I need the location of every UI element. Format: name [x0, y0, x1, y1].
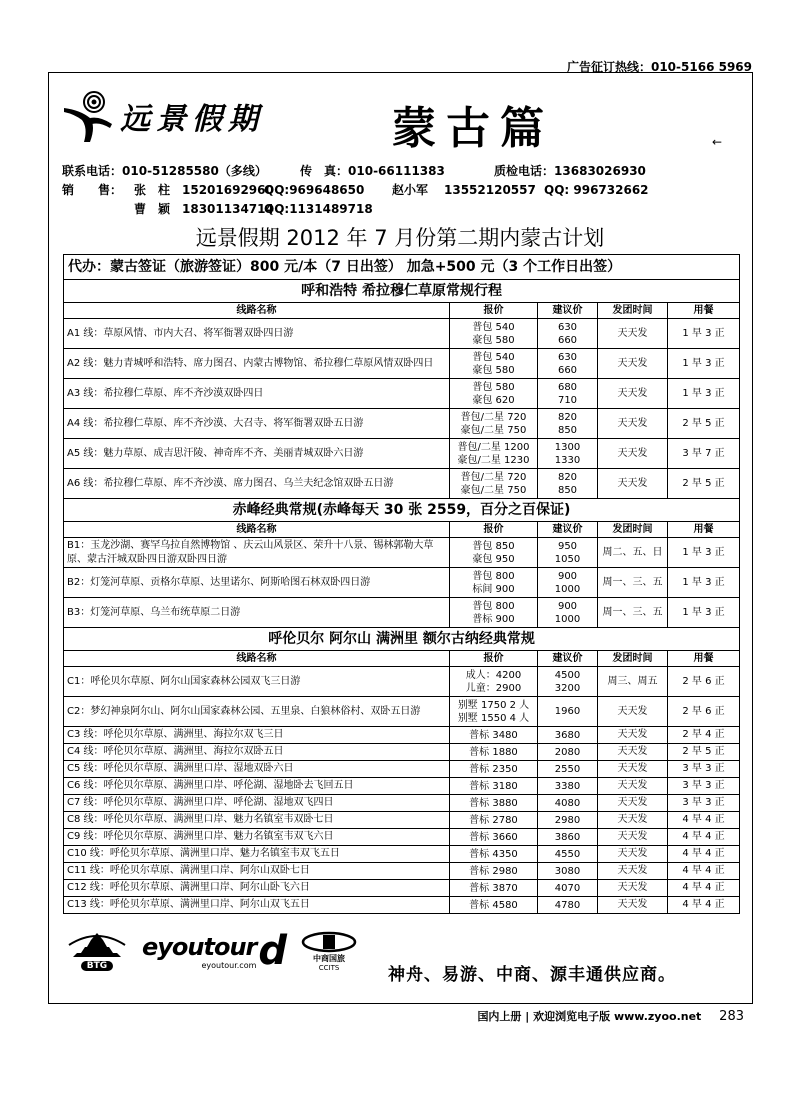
column-header-departure: 发团时间: [598, 303, 668, 319]
sales-phone: 15201692960: [182, 183, 274, 197]
suggested-price-line: 680: [557, 381, 578, 393]
section-title-cell: 呼伦贝尔 阿尔山 满洲里 额尔古纳经典常规: [64, 628, 740, 651]
suggested-price-cell: [538, 744, 598, 761]
price-cell: [450, 697, 538, 727]
suggested-price-line: 2980: [554, 814, 581, 826]
itinerary-table-body: [64, 255, 740, 914]
meals-cell: 4 早 4 正: [668, 846, 740, 863]
btg-logo: [62, 931, 132, 971]
sales-name: 赵小军: [392, 183, 429, 197]
column-header-departure: 发团时间: [598, 651, 668, 667]
departure-cell: 天天发: [598, 379, 668, 409]
departure-cell: 天天发: [598, 469, 668, 499]
meals-cell: 2 早 5 正: [668, 744, 740, 761]
departure-cell: 天天发: [598, 846, 668, 863]
meals-cell: 4 早 4 正: [668, 812, 740, 829]
meals-cell: 1 早 3 正: [668, 379, 740, 409]
route-name-cell: C8 线：呼伦贝尔草原、满洲里口岸、魅力名镇室韦双卧七日: [64, 812, 450, 829]
visa-text: 代办：蒙古签证（旅游签证）800 元/本（7 日出签） 加急+500 元（3 个工作日出签）: [64, 255, 740, 280]
sales-name: 张 柱: [134, 183, 171, 197]
price-line: 普标 4580: [469, 899, 518, 911]
price-line: 普标 2350: [469, 763, 518, 775]
suggested-price-cell: [538, 379, 598, 409]
price-cell: [450, 727, 538, 744]
meals-cell: 1 早 3 正: [668, 349, 740, 379]
ccits-emblem-icon: [301, 931, 357, 953]
departure-cell: 天天发: [598, 697, 668, 727]
column-header-meals: 用餐: [668, 651, 740, 667]
suggested-price-cell: [538, 863, 598, 880]
column-header-row: [64, 303, 740, 319]
footer-note: 国内上册 | 欢迎浏览电子版 www.zyoo.net: [477, 1010, 702, 1023]
departure-cell: 周二、五、日: [598, 538, 668, 568]
departure-cell: 天天发: [598, 744, 668, 761]
suggested-price-cell: [538, 880, 598, 897]
price-line: 豪包/二星 1230: [457, 454, 530, 466]
price-line: 豪包/二星 750: [460, 424, 527, 436]
suggested-price-cell: [538, 409, 598, 439]
price-line: 普包 850: [472, 540, 515, 552]
price-cell: [450, 667, 538, 697]
column-header-suggested: 建议价: [538, 303, 598, 319]
section-title: 蒙古篇: [392, 103, 554, 154]
suggested-price-cell: [538, 812, 598, 829]
column-header-route: 线路名称: [64, 651, 450, 667]
qc-number: 13683026930: [554, 164, 646, 178]
contact-row: [62, 162, 649, 181]
table-row: [64, 469, 740, 499]
section-title-cell: 赤峰经典常规(赤峰每天 30 张 2559，百分之百保证): [64, 499, 740, 522]
suggested-price-line: 3860: [554, 831, 581, 843]
price-cell: [450, 761, 538, 778]
table-row: [64, 409, 740, 439]
suggested-price-line: 660: [557, 334, 578, 346]
departure-cell: 周三、周五: [598, 667, 668, 697]
price-line: 儿童：2900: [465, 682, 522, 694]
price-line: 豪包 620: [472, 394, 515, 406]
temple-icon: [67, 931, 127, 961]
price-line: 别墅 1550 4 人: [457, 712, 530, 724]
itinerary-table-wrap: [63, 254, 739, 914]
price-cell: [450, 538, 538, 568]
suggested-price-cell: [538, 727, 598, 744]
price-line: 标间 900: [472, 583, 515, 595]
price-cell: [450, 469, 538, 499]
column-header-price: 报价: [450, 522, 538, 538]
contact-block: [62, 162, 649, 219]
route-name-cell: C13 线：呼伦贝尔草原、满洲里口岸、阿尔山双飞五日: [64, 897, 450, 914]
phone-label: 联系电话：: [62, 164, 123, 178]
suggested-price-cell: [538, 568, 598, 598]
price-line: 普标 3870: [469, 882, 518, 894]
sales-qq: QQ:1131489718: [264, 202, 373, 216]
departure-cell: 天天发: [598, 349, 668, 379]
column-header-departure: 发团时间: [598, 522, 668, 538]
suggested-price-line: 630: [557, 351, 578, 363]
itinerary-table: [63, 254, 740, 914]
departure-cell: 天天发: [598, 439, 668, 469]
table-row: [64, 846, 740, 863]
btg-label: BTG: [81, 961, 113, 971]
suggested-price-line: 1050: [554, 553, 581, 565]
page-footer: [477, 1008, 744, 1024]
table-row: [64, 727, 740, 744]
price-line: 普标 3180: [469, 780, 518, 792]
meals-cell: 2 早 4 正: [668, 727, 740, 744]
table-row: [64, 598, 740, 628]
suggested-price-cell: [538, 897, 598, 914]
sales-label: 销 售：: [62, 183, 123, 197]
plan-title: 远景假期 2012 年 7 月份第二期内蒙古计划: [195, 226, 605, 250]
suggested-price-cell: [538, 439, 598, 469]
price-line: 普包/二星 720: [460, 411, 527, 423]
meals-cell: 4 早 4 正: [668, 897, 740, 914]
route-name-cell: C2：梦幻神泉阿尔山、阿尔山国家森林公园、五里泉、白狼林俗村、双卧五日游: [64, 697, 450, 727]
price-line: 普包 540: [472, 351, 515, 363]
price-line: 普标 3660: [469, 831, 518, 843]
price-cell: [450, 409, 538, 439]
sales-row: [62, 200, 649, 219]
eyoutour-logo: [142, 933, 256, 970]
departure-cell: 周一、三、五: [598, 598, 668, 628]
meals-cell: 4 早 4 正: [668, 863, 740, 880]
section-title-cell: 呼和浩特 希拉穆仁草原常规行程: [64, 280, 740, 303]
meals-cell: 2 早 6 正: [668, 697, 740, 727]
column-header-row: [64, 522, 740, 538]
departure-cell: 天天发: [598, 863, 668, 880]
route-name-cell: C4 线：呼伦贝尔草原、满洲里、海拉尔双卧五日: [64, 744, 450, 761]
price-cell: [450, 319, 538, 349]
ad-hotline: 广告征订热线：010-5166 5969: [566, 60, 752, 74]
suggested-price-cell: [538, 829, 598, 846]
meals-cell: 2 早 5 正: [668, 469, 740, 499]
route-name-cell: A4 线：希拉穆仁草原、库不齐沙漠、大召寺、将军衙署双卧五日游: [64, 409, 450, 439]
table-row: [64, 349, 740, 379]
column-header-meals: 用餐: [668, 303, 740, 319]
column-header-suggested: 建议价: [538, 522, 598, 538]
price-line: 成人：4200: [465, 669, 522, 681]
price-line: 普包 800: [472, 600, 515, 612]
price-line: 普包 800: [472, 570, 515, 582]
suggested-price-cell: [538, 697, 598, 727]
price-line: 普标 3880: [469, 797, 518, 809]
ccits-en-name: CCITS: [318, 963, 340, 972]
sales-qq: QQ:969648650: [264, 183, 365, 197]
route-name-cell: A6 线：希拉穆仁草原、库不齐沙漠、席力图召、乌兰夫纪念馆双卧五日游: [64, 469, 450, 499]
suggested-price-cell: [538, 319, 598, 349]
route-name-cell: C11 线：呼伦贝尔草原、满洲里口岸、阿尔山双卧七日: [64, 863, 450, 880]
departure-cell: 天天发: [598, 727, 668, 744]
price-line: 普标 4350: [469, 848, 518, 860]
section-header-row: [64, 499, 740, 522]
suggested-price-line: 900: [557, 570, 578, 582]
suggested-price-line: 820: [557, 411, 578, 423]
table-row: [64, 319, 740, 349]
column-header-meals: 用餐: [668, 522, 740, 538]
table-row: [64, 697, 740, 727]
route-name-cell: A5 线：魅力草原、成吉思汗陵、神奇库不齐、美丽青城双卧六日游: [64, 439, 450, 469]
route-name-cell: B3：灯笼河草原、乌兰布统草原二日游: [64, 598, 450, 628]
suggested-price-line: 630: [557, 321, 578, 333]
fax-label: 传 真：: [300, 164, 349, 178]
suggested-price-cell: [538, 795, 598, 812]
price-cell: [450, 568, 538, 598]
route-name-cell: C1：呼伦贝尔草原、阿尔山国家森林公园双飞三日游: [64, 667, 450, 697]
table-row: [64, 667, 740, 697]
sales-name: 曹 颖: [134, 202, 171, 216]
suggested-price-line: 4080: [554, 797, 581, 809]
meals-cell: 4 早 4 正: [668, 880, 740, 897]
suggested-price-line: 950: [557, 540, 578, 552]
suggested-price-line: 1000: [554, 613, 581, 625]
sales-phone: 18301134714: [182, 202, 274, 216]
route-name-cell: C9 线：呼伦贝尔草原、满洲里口岸、魅力名镇室韦双飞六日: [64, 829, 450, 846]
price-line: 普标 1880: [469, 746, 518, 758]
table-row: [64, 744, 740, 761]
departure-cell: 天天发: [598, 812, 668, 829]
price-line: 豪包 950: [472, 553, 515, 565]
departure-cell: 天天发: [598, 897, 668, 914]
eyoutour-name: eyoutour: [142, 932, 257, 961]
route-name-cell: C5 线：呼伦贝尔草原、满洲里口岸、湿地双卧六日: [64, 761, 450, 778]
departure-cell: 天天发: [598, 880, 668, 897]
table-row: [64, 880, 740, 897]
sales-row: [62, 181, 649, 200]
meals-cell: 2 早 5 正: [668, 409, 740, 439]
route-name-cell: C10 线：呼伦贝尔草原、满洲里口岸、魅力名镇室韦双飞五日: [64, 846, 450, 863]
table-row: [64, 568, 740, 598]
meals-cell: 2 早 6 正: [668, 667, 740, 697]
suggested-price-cell: [538, 761, 598, 778]
qc-label: 质检电话：: [494, 164, 555, 178]
sales-qq: QQ: 996732662: [544, 183, 649, 197]
meals-cell: 3 早 3 正: [668, 795, 740, 812]
price-line: 普包 580: [472, 381, 515, 393]
price-line: 普包/二星 720: [460, 471, 527, 483]
price-cell: [450, 795, 538, 812]
suggested-price-line: 4550: [554, 848, 581, 860]
page-number: 283: [719, 1009, 744, 1024]
column-header-price: 报价: [450, 303, 538, 319]
suggested-price-line: 3080: [554, 865, 581, 877]
price-line: 豪包/二星 750: [460, 484, 527, 496]
arrow-icon: ←: [712, 135, 723, 149]
meals-cell: 3 早 3 正: [668, 761, 740, 778]
brand-header: [60, 88, 264, 144]
suggested-price-cell: [538, 598, 598, 628]
eyoutour-mark: d: [258, 928, 288, 974]
table-row: [64, 439, 740, 469]
suggested-price-line: 3680: [554, 729, 581, 741]
suggested-price-cell: [538, 667, 598, 697]
meals-cell: 3 早 7 正: [668, 439, 740, 469]
price-line: 普标 2980: [469, 865, 518, 877]
phone-number: 010-51285580（多线）: [122, 164, 267, 178]
bottom-rule: [48, 1003, 753, 1004]
price-cell: [450, 880, 538, 897]
column-header-suggested: 建议价: [538, 651, 598, 667]
suggested-price-line: 2550: [554, 763, 581, 775]
suggested-price-line: 850: [557, 424, 578, 436]
departure-cell: 周一、三、五: [598, 568, 668, 598]
brand-name: 远景假期: [120, 102, 264, 137]
price-line: 普包/二星 1200: [457, 441, 530, 453]
suggested-price-line: 820: [557, 471, 578, 483]
suggested-price-line: 850: [557, 484, 578, 496]
price-cell: [450, 846, 538, 863]
suggested-price-line: 900: [557, 600, 578, 612]
partner-logos: [62, 928, 357, 974]
route-name-cell: A2 线：魅力青城呼和浩特、席力图召、内蒙古博物馆、希拉穆仁草原风情双卧四日: [64, 349, 450, 379]
price-cell: [450, 897, 538, 914]
route-name-cell: A3 线：希拉穆仁草原、库不齐沙漠双卧四日: [64, 379, 450, 409]
section-header-row: [64, 280, 740, 303]
departure-cell: 天天发: [598, 829, 668, 846]
suggested-price-cell: [538, 778, 598, 795]
price-line: 豪包 580: [472, 334, 515, 346]
suggested-price-cell: [538, 349, 598, 379]
route-name-cell: A1 线：草原风情、市内大召、将军衙署双卧四日游: [64, 319, 450, 349]
price-cell: [450, 863, 538, 880]
suggested-price-line: 1300: [554, 441, 581, 453]
suggested-price-line: 4500: [554, 669, 581, 681]
price-line: 豪包 580: [472, 364, 515, 376]
suggested-price-line: 1330: [554, 454, 581, 466]
price-cell: [450, 598, 538, 628]
column-header-price: 报价: [450, 651, 538, 667]
column-header-route: 线路名称: [64, 522, 450, 538]
price-line: 普包 540: [472, 321, 515, 333]
route-name-cell: C7 线：呼伦贝尔草原、满洲里口岸、呼伦湖、湿地双飞四日: [64, 795, 450, 812]
price-cell: [450, 778, 538, 795]
table-row: [64, 761, 740, 778]
suggested-price-line: 660: [557, 364, 578, 376]
price-cell: [450, 439, 538, 469]
departure-cell: 天天发: [598, 761, 668, 778]
meals-cell: 4 早 4 正: [668, 829, 740, 846]
brand-logo-icon: [60, 88, 116, 144]
table-row: [64, 795, 740, 812]
price-cell: [450, 744, 538, 761]
price-cell: [450, 829, 538, 846]
suggested-price-line: 3380: [554, 780, 581, 792]
price-line: 普标 900: [472, 613, 515, 625]
visa-row: [64, 255, 740, 280]
ccits-cn-name: 中商国旅: [313, 953, 346, 963]
suggested-price-line: 2080: [554, 746, 581, 758]
suggested-price-line: 710: [557, 394, 578, 406]
suggested-price-line: 4780: [554, 899, 581, 911]
route-name-cell: C6 线：呼伦贝尔草原、满洲里口岸、呼伦湖、湿地卧去飞回五日: [64, 778, 450, 795]
table-row: [64, 897, 740, 914]
departure-cell: 天天发: [598, 319, 668, 349]
suggested-price-cell: [538, 538, 598, 568]
price-cell: [450, 812, 538, 829]
ccits-logo: [301, 931, 357, 972]
route-name-cell: C3 线：呼伦贝尔草原、满洲里、海拉尔双飞三日: [64, 727, 450, 744]
column-header-row: [64, 651, 740, 667]
table-row: [64, 538, 740, 568]
table-row: [64, 863, 740, 880]
departure-cell: 天天发: [598, 409, 668, 439]
meals-cell: 3 早 3 正: [668, 778, 740, 795]
meals-cell: 1 早 3 正: [668, 538, 740, 568]
price-line: 普标 2780: [469, 814, 518, 826]
price-line: 普标 3480: [469, 729, 518, 741]
table-row: [64, 829, 740, 846]
sales-phone: 13552120557: [444, 183, 536, 197]
suggested-price-cell: [538, 469, 598, 499]
meals-cell: 1 早 3 正: [668, 598, 740, 628]
suggested-price-line: 3200: [554, 682, 581, 694]
eyoutour-url: eyoutour.com: [201, 960, 257, 970]
table-row: [64, 812, 740, 829]
meals-cell: 1 早 3 正: [668, 319, 740, 349]
section-header-row: [64, 628, 740, 651]
supplier-note: 神舟、易游、中商、源丰通供应商。: [388, 965, 676, 985]
suggested-price-cell: [538, 846, 598, 863]
table-row: [64, 379, 740, 409]
departure-cell: 天天发: [598, 778, 668, 795]
departure-cell: 天天发: [598, 795, 668, 812]
price-line: 别墅 1750 2 人: [457, 699, 530, 711]
suggested-price-line: 1000: [554, 583, 581, 595]
route-name-cell: B1：玉龙沙湖、赛罕乌拉自然博物馆 、庆云山风景区、荣升十八景、锡林郭勒大草原、蒙古汗城双卧四日游双卧四日游: [64, 538, 450, 568]
meals-cell: 1 早 3 正: [668, 568, 740, 598]
fax-number: 010-66111383: [348, 164, 445, 178]
suggested-price-line: 1960: [554, 706, 581, 717]
suggested-price-line: 4070: [554, 882, 581, 894]
price-cell: [450, 349, 538, 379]
column-header-route: 线路名称: [64, 303, 450, 319]
route-name-cell: B2：灯笼河草原、贡格尔草原、达里诺尔、阿斯哈图石林双卧四日游: [64, 568, 450, 598]
table-row: [64, 778, 740, 795]
price-cell: [450, 379, 538, 409]
route-name-cell: C12 线：呼伦贝尔草原、满洲里口岸、阿尔山卧飞六日: [64, 880, 450, 897]
